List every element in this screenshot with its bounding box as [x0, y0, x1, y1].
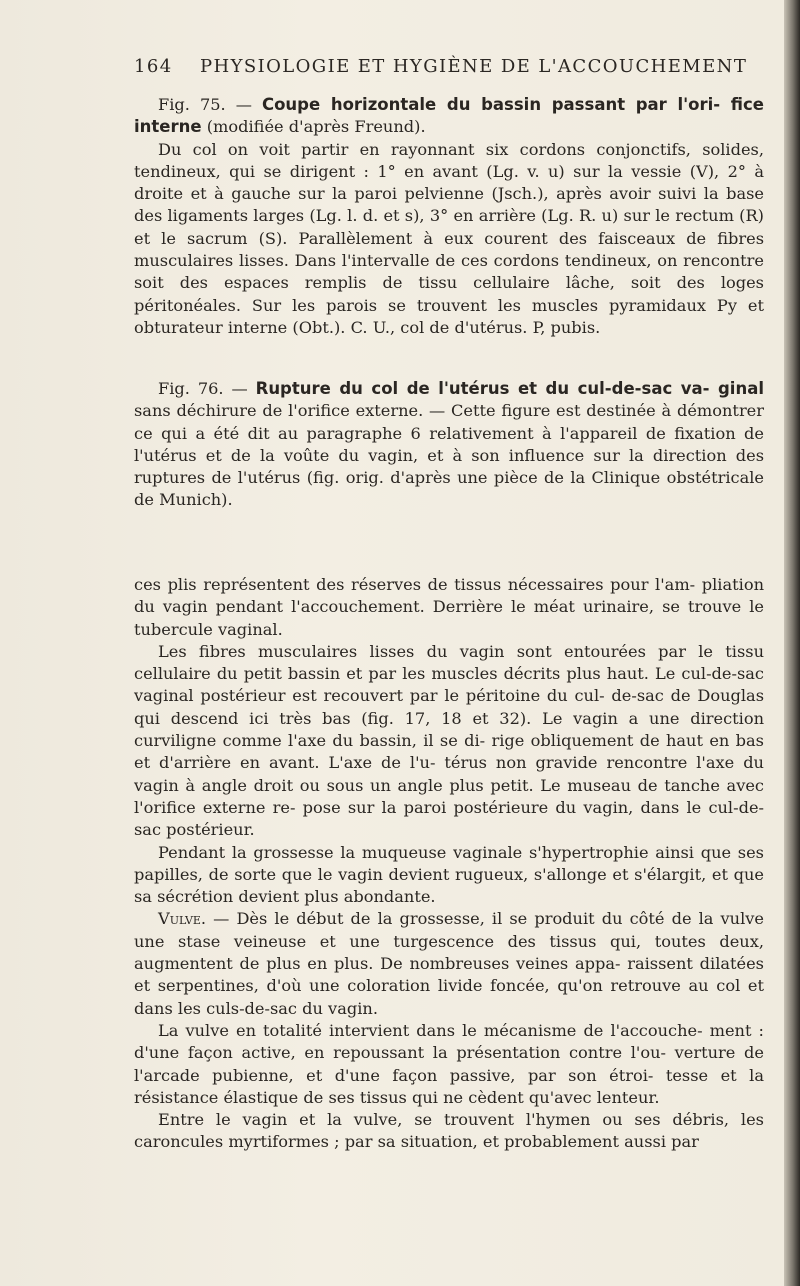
running-title: PHYSIOLOGIE ET HYGIÈNE DE L'ACCOUCHEMENT	[200, 56, 748, 77]
figure-75-caption	[134, 94, 764, 339]
paragraph: La vulve en totalité intervient dans le mécanisme de l'accouche- ment : d'une façon active, en repoussant la présentation contre l'ou- verture de l'arcade pubienne, et d'une façon passive, par son étroi- tesse et la résistance élastique de ses tissus qui ne cèdent qu'avec lenteur.	[134, 1020, 764, 1107]
paragraph: Entre le vagin et la vulve, se trouvent l'hymen ou ses débris, les caroncules myrtiformes ; par sa situation, et probablement aussi par	[134, 1110, 764, 1152]
page-number: 164	[134, 56, 173, 77]
fig76-label: Fig. 76. —	[158, 379, 248, 398]
paragraph: Pendant la grossesse la muqueuse vaginale s'hypertrophie ainsi que ses papilles, de sorte que le vagin devient rugueux, s'allonge et s'élargit, et que sa sécrétion devient plus abondante.	[134, 842, 764, 907]
page-edge-shadow	[784, 0, 800, 1286]
figure-76-caption	[134, 378, 764, 512]
fig75-label: Fig. 75. —	[158, 95, 252, 114]
paragraph-vulve	[134, 908, 764, 1019]
vulve-text: — Dès le début de la grossesse, il se produit du côté de la vulve une stase veineuse et une turgescence des tissus qui, toutes deux, augmentent de plus en plus. De nombreuses veines appa- raissent dilatées et serpentines, d'où une coloration livide foncée, qu'on retrouve au col et dans les culs-de-sac du vagin.	[134, 909, 764, 1018]
fig76-title: Rupture du col de l'utérus et du cul-de-sac va- ginal	[255, 379, 764, 398]
fig75-title: Coupe horizontale du bassin passant par l'ori- fice interne	[134, 95, 764, 137]
paragraph: ces plis représentent des réserves de tissus nécessaires pour l'am- pliation du vagin pendant l'accouchement. Derrière le méat urinaire, se trouve le tubercule vaginal.	[134, 575, 764, 639]
main-text	[134, 574, 764, 1154]
fig75-subtitle: (modifiée d'après Freund).	[206, 117, 426, 137]
running-header	[134, 56, 764, 77]
fig75-body: Du col on voit partir en rayonnant six cordons conjonctifs, solides, tendineux, qui se dirigent : 1° en avant (Lg. v. u) sur la vessie (V), 2° à droite et à gauche sur la paroi pelvienne (Jsch.), après avoir suivi la base des ligaments larges (Lg. l. d. et s), 3° en arrière (Lg. R. u) sur le rectum (R) et le sacrum (S). Parallèlement à eux courent des faisceaux de fibres musculaires lisses. Dans l'intervalle de ces cordons tendineux, on rencontre soit des espaces remplis de tissu cellulaire lâche, soit des loges péritonéales. Sur les parois se trouvent les muscles pyramidaux Py et obturateur interne (Obt.). C. U., col de d'utérus. P, pubis.	[134, 139, 764, 337]
fig76-body: sans déchirure de l'orifice externe. — Cette figure est destinée à démontrer ce qui a été dit au paragraphe 6 relativement à l'appareil de fixation de l'utérus et de la voûte du vagin, et à son influence sur la direction des ruptures de l'utérus (fig. orig. d'après une pièce de la Clinique obstétricale de Munich).	[134, 401, 764, 510]
section-heading-vulve: Vulve.	[158, 909, 207, 929]
paragraph: Les fibres musculaires lisses du vagin sont entourées par le tissu cellulaire du petit bassin et par les muscles décrits plus haut. Le cul-de-sac vaginal postérieur est recouvert par le péritoine du cul- de-sac de Douglas qui descend ici très bas (fig. 17, 18 et 32). Le vagin a une direction curviligne comme l'axe du bassin, il se di- rige obliquement de haut en bas et d'arrière en avant. L'axe de l'u- térus non gravide rencontre l'axe du vagin à angle droit ou sous un angle plus petit. Le museau de tanche avec l'orifice externe re- pose sur la paroi postérieure du vagin, dans le cul-de-sac postérieur.	[134, 641, 764, 840]
